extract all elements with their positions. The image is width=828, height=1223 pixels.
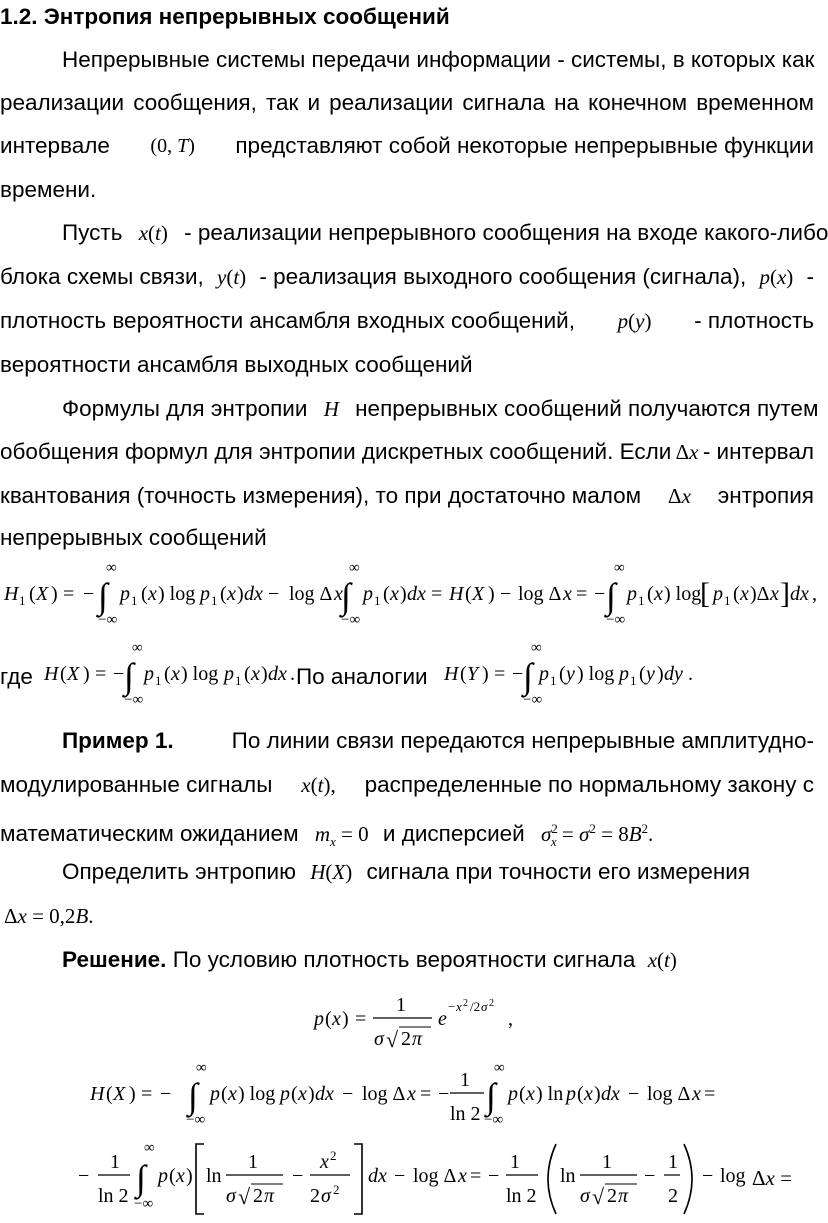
svg-text:]: ] [780, 577, 790, 610]
svg-text:log Δ: log Δ [518, 583, 562, 605]
svg-text:): ) [657, 663, 664, 685]
svg-text:∞: ∞ [132, 640, 143, 656]
text-quantization: квантования (точность измерения), то при достаточно малом [0, 483, 642, 508]
paragraph-2-line-2 [0, 264, 814, 290]
section-heading: 1.2. Энтропия непрерывных сообщений [0, 4, 450, 29]
text-density-input: плотность вероятности ансамбля входных сообщений, [0, 308, 575, 333]
svg-text:p: p [210, 1083, 220, 1105]
svg-text:x: x [654, 583, 663, 605]
svg-text:x: x [298, 1083, 307, 1105]
svg-text:∫: ∫ [136, 1158, 146, 1198]
example-line-3 [0, 816, 653, 855]
paragraph-2-line-4: вероятности ансамбля выходных сообщений [0, 352, 473, 377]
svg-text:p: p [224, 663, 234, 685]
svg-text:−: − [268, 583, 280, 605]
svg-text:p: p [200, 583, 210, 605]
svg-text:1: 1 [131, 593, 138, 608]
svg-text:): ) [129, 1083, 136, 1105]
text-let: Пусть [62, 220, 123, 245]
math-delta-x-2: Δx [668, 484, 691, 508]
svg-text:H: H [4, 583, 19, 605]
text-formulas: Формулы для энтропии [62, 396, 308, 421]
svg-text:=: = [420, 1083, 432, 1105]
svg-text:(: ( [325, 1008, 332, 1030]
svg-text:=: = [704, 1083, 716, 1105]
svg-text:dx: dx [315, 1083, 334, 1105]
svg-text:p: p [627, 583, 637, 605]
svg-text:1: 1 [155, 673, 162, 688]
svg-text:) ln: ) ln [536, 1083, 564, 1105]
svg-text:(: ( [60, 663, 67, 685]
svg-text:dx: dx [790, 583, 809, 605]
math-interval: (0, T) [150, 135, 195, 157]
svg-text:−: − [702, 1165, 714, 1187]
svg-text:): ) [482, 663, 489, 685]
svg-text:2: 2 [333, 1182, 340, 1197]
paragraph-1-line-3 [0, 133, 814, 159]
svg-text:ln: ln [206, 1165, 222, 1187]
svg-text:1: 1 [396, 994, 406, 1016]
svg-text:(: ( [141, 583, 148, 605]
svg-text:−: − [83, 583, 95, 605]
svg-text:(: ( [733, 583, 740, 605]
svg-text:=: = [95, 663, 107, 685]
svg-text:1: 1 [510, 1151, 520, 1173]
svg-text:−: − [394, 1165, 406, 1187]
svg-text:−∞: −∞ [484, 1112, 504, 1128]
svg-text:−: − [512, 663, 524, 685]
svg-text:−∞: −∞ [186, 1112, 206, 1128]
svg-text:ln 2: ln 2 [506, 1185, 537, 1207]
svg-text:.: . [290, 663, 295, 685]
svg-text:/2: /2 [470, 999, 481, 1014]
svg-text:) log: ) log [238, 1083, 276, 1105]
svg-text:X: X [67, 663, 80, 685]
example-line-4 [62, 859, 750, 885]
svg-text:−∞: −∞ [606, 612, 626, 628]
svg-text:x: x [584, 1083, 593, 1105]
svg-text:Y: Y [467, 663, 479, 685]
svg-text:∞: ∞ [531, 640, 542, 656]
svg-text:(: ( [169, 1165, 176, 1187]
svg-text:,: , [508, 1008, 513, 1030]
svg-text:1: 1 [248, 1151, 258, 1173]
svg-text:=: = [63, 583, 75, 605]
formula-h1 [0, 560, 816, 632]
svg-text:): ) [342, 1008, 349, 1030]
svg-text:−∞: −∞ [134, 1196, 154, 1212]
svg-text:p: p [280, 1083, 290, 1105]
svg-text:): ) [51, 583, 58, 605]
example-text-2a: модулированные сигналы [0, 772, 273, 797]
svg-text:x: x [227, 583, 236, 605]
text-generalization: обобщения формул для энтропии дискретных сообщений. Если [0, 439, 672, 464]
svg-text:p: p [566, 1083, 576, 1105]
svg-text:1: 1 [668, 1151, 678, 1173]
svg-text:): ) [488, 583, 495, 605]
svg-text:(: ( [106, 1083, 113, 1105]
svg-text:(: ( [465, 583, 472, 605]
example-line-2 [0, 772, 814, 798]
svg-text:): ) [261, 663, 268, 685]
math-p-y: p(y) [617, 309, 652, 333]
svg-text:p: p [713, 583, 723, 605]
svg-text:log Δ: log Δ [289, 583, 333, 605]
svg-text:1: 1 [602, 1151, 612, 1173]
paragraph-1-line-4: времени. [0, 177, 97, 202]
svg-text:x: x [458, 1165, 467, 1187]
svg-text:σ: σ [481, 999, 488, 1014]
text-continuous: непрерывных сообщений получаются путем [355, 396, 819, 421]
svg-text:√: √ [592, 1184, 605, 1209]
svg-text:=: = [576, 583, 588, 605]
svg-text:−: − [342, 1083, 354, 1105]
svg-text:) log: ) log [664, 583, 702, 605]
svg-text:dx: dx [407, 583, 426, 605]
svg-text:p: p [120, 583, 130, 605]
svg-text:σ: σ [374, 1028, 384, 1050]
svg-text:x: x [456, 999, 462, 1014]
svg-text:1: 1 [235, 673, 242, 688]
svg-text:(: ( [577, 1083, 584, 1105]
math-x-t-2: x(t), [301, 773, 336, 797]
svg-text:∫: ∫ [341, 576, 351, 616]
svg-text:−: − [448, 999, 456, 1014]
text-output: - реализация выходного сообщения (сигнала), [259, 264, 747, 289]
solution-text: По условию плотность вероятности сигнала [172, 947, 636, 972]
svg-text:1: 1 [211, 593, 218, 608]
svg-text:x: x [148, 583, 157, 605]
paragraph-1-line-2: реализации сообщения, так и реализации сигнала на конечном временном [0, 90, 814, 115]
svg-text:H: H [449, 583, 464, 605]
example-text-3a: математическим ожиданием [0, 821, 299, 846]
svg-text:1: 1 [550, 673, 557, 688]
svg-text:σ: σ [580, 1185, 590, 1207]
svg-text:1: 1 [630, 673, 637, 688]
svg-text:x: x [770, 583, 779, 605]
svg-text:H: H [444, 663, 459, 685]
paragraph-1-line-1: Непрерывные системы передачи информации - системы, в которых как [62, 47, 815, 72]
svg-text:x: x [176, 1165, 185, 1187]
svg-text:y: y [646, 663, 655, 685]
svg-text:1: 1 [460, 1069, 470, 1091]
svg-text:dx: dx [601, 1083, 620, 1105]
example-label: Пример 1. [62, 728, 174, 753]
svg-text:2: 2 [668, 1185, 678, 1207]
svg-text:): ) [308, 1083, 315, 1105]
svg-text:π: π [264, 1185, 275, 1207]
svg-text:(: ( [291, 1083, 298, 1105]
svg-text:x: x [320, 1151, 329, 1173]
svg-text:−: − [500, 583, 512, 605]
svg-text:=: = [494, 663, 506, 685]
svg-text:√: √ [386, 1027, 399, 1052]
svg-text:−: − [488, 1165, 500, 1187]
formula-last-line [70, 1138, 750, 1220]
svg-text:x: x [526, 1083, 535, 1105]
svg-text:e: e [438, 1008, 447, 1030]
svg-text:) log: ) log [181, 663, 219, 685]
svg-text:−: − [292, 1165, 304, 1187]
svg-text:π: π [412, 1028, 423, 1050]
formula-hx [40, 640, 340, 712]
svg-text:x: x [228, 1083, 237, 1105]
svg-text:x: x [407, 1083, 416, 1105]
svg-text:=: = [141, 1083, 153, 1105]
svg-text:X: X [472, 583, 485, 605]
svg-text:): ) [83, 663, 90, 685]
svg-text:)Δ: )Δ [750, 583, 770, 605]
svg-text:[: [ [700, 577, 710, 610]
svg-text:∫: ∫ [124, 656, 134, 696]
svg-text:(: ( [220, 583, 227, 605]
math-delta-x: Δx [675, 440, 699, 464]
svg-text:dx: dx [268, 663, 287, 685]
svg-text:√: √ [238, 1184, 251, 1209]
svg-text:ln: ln [560, 1165, 576, 1187]
svg-text:x: x [740, 583, 749, 605]
svg-text:=: = [355, 1008, 367, 1030]
formula-hy [440, 640, 740, 712]
paragraph-3-line-3 [0, 483, 814, 509]
svg-text:(: ( [164, 663, 171, 685]
svg-text:x: x [251, 663, 260, 685]
svg-text:∞: ∞ [144, 1140, 155, 1156]
text-block: блока схемы связи, [0, 264, 204, 289]
svg-text:(: ( [460, 663, 467, 685]
svg-text:x: x [692, 1083, 701, 1105]
svg-text:(: ( [519, 1083, 526, 1105]
paragraph-3-line-2 [0, 439, 814, 465]
text-density: - плотность [694, 308, 814, 333]
svg-text:∞: ∞ [349, 560, 360, 576]
svg-text:H: H [90, 1083, 105, 1105]
svg-text:x: x [332, 1008, 341, 1030]
svg-text:∫: ∫ [98, 576, 108, 616]
text-by-analogy: По аналогии [296, 664, 428, 689]
svg-text:y: y [566, 663, 575, 685]
svg-text:2: 2 [401, 1028, 411, 1050]
svg-text:(: ( [29, 583, 36, 605]
svg-text:dx: dx [244, 583, 263, 605]
svg-text:σ: σ [321, 1185, 331, 1207]
svg-text:): ) [237, 583, 244, 605]
svg-text:−∞: −∞ [523, 692, 543, 708]
svg-text:log Δ: log Δ [647, 1083, 691, 1105]
svg-text:−: − [644, 1165, 656, 1187]
svg-text:ln 2: ln 2 [450, 1103, 481, 1125]
svg-text:−: − [113, 663, 125, 685]
paragraph-3-line-4: непрерывных сообщений [0, 525, 267, 550]
svg-text:∫: ∫ [606, 576, 616, 616]
svg-text:p: p [363, 583, 373, 605]
svg-text:2: 2 [489, 998, 494, 1009]
example-text-1: По линии связи передаются непрерывные амплитудно- [231, 728, 814, 753]
svg-text:p: p [539, 663, 549, 685]
svg-text:(: ( [639, 663, 646, 685]
svg-text:−: − [628, 1083, 640, 1105]
formula-last-tail: Δx = [752, 1166, 792, 1190]
svg-text:ln 2: ln 2 [98, 1185, 129, 1207]
text-dash: - [806, 264, 814, 289]
formula-hx-gauss [80, 1058, 720, 1134]
svg-text:∫: ∫ [188, 1076, 198, 1116]
svg-text:X: X [36, 583, 49, 605]
text-realization: - реализации непрерывного сообщения на входе какого-либо [184, 220, 828, 245]
svg-text:p: p [508, 1083, 518, 1105]
paragraph-2-line-3 [0, 308, 814, 334]
math-y-t: y(t) [217, 265, 247, 289]
example-text-4a: Определить энтропию [62, 859, 296, 884]
svg-text:1: 1 [374, 593, 381, 608]
svg-text:2: 2 [463, 998, 468, 1009]
svg-text:−: − [594, 583, 606, 605]
svg-text:p: p [158, 1165, 168, 1187]
math-mx: $m_x = 0$ [314, 822, 369, 850]
svg-text:): ) [594, 1083, 601, 1105]
svg-text:−: − [438, 1083, 450, 1105]
svg-text:p: p [619, 663, 629, 685]
svg-text:x: x [171, 663, 180, 685]
svg-text:): ) [400, 583, 407, 605]
example-text-2b: распределенные по нормальному закону с [364, 772, 814, 797]
svg-text:p: p [314, 1008, 324, 1030]
svg-text:) log: ) log [158, 583, 196, 605]
svg-text:(: ( [647, 583, 654, 605]
svg-text:=: = [470, 1165, 482, 1187]
svg-text:log: log [720, 1165, 746, 1187]
example-text-3b: и дисперсией [382, 821, 525, 846]
svg-text:1: 1 [724, 593, 731, 608]
math-x-t: x(t) [138, 221, 168, 245]
svg-text:−∞: −∞ [124, 692, 144, 708]
solution-label: Решение. [62, 947, 167, 972]
math-p-x: p(x) [759, 265, 794, 289]
svg-text:) log: ) log [577, 663, 615, 685]
math-precision: Δx = 0,2B. [4, 904, 94, 928]
svg-text:log Δ: log Δ [362, 1083, 406, 1105]
solution-line [62, 947, 677, 973]
svg-text:=: = [431, 583, 443, 605]
svg-text:∞: ∞ [494, 1060, 505, 1076]
svg-text:,: , [812, 583, 817, 605]
svg-text:x: x [390, 583, 399, 605]
text-where: где [0, 664, 33, 689]
svg-text:X: X [113, 1083, 126, 1105]
math-variance: $\sigma^2_x = \sigma^2 = 8B^2$. [541, 821, 654, 850]
svg-text:(: ( [383, 583, 390, 605]
svg-text:dy: dy [664, 663, 683, 685]
svg-text:−: − [78, 1165, 90, 1187]
svg-text:1: 1 [19, 593, 26, 608]
svg-text:.: . [688, 663, 693, 685]
svg-text:−: − [160, 1083, 172, 1105]
svg-text:H: H [44, 663, 59, 685]
svg-text:dx: dx [368, 1165, 387, 1187]
text-represent: представляют собой некоторые непрерывные функции [235, 133, 814, 158]
example-line-1 [62, 728, 814, 754]
svg-text:x: x [563, 583, 572, 605]
paragraph-2-line-1 [62, 220, 828, 246]
svg-text:(: ( [221, 1083, 228, 1105]
svg-text:∞: ∞ [614, 560, 625, 576]
svg-text:2: 2 [310, 1185, 320, 1207]
svg-text:log Δ: log Δ [413, 1165, 457, 1187]
svg-text:2: 2 [330, 1148, 337, 1163]
example-text-4b: сигнала при точности его измерения [366, 859, 751, 884]
svg-text:∞: ∞ [196, 1060, 207, 1076]
text-entropy: энтропия [717, 483, 814, 508]
svg-text:1: 1 [638, 593, 645, 608]
math-x-t-3: x(t) [647, 948, 677, 972]
svg-text:): ) [186, 1165, 193, 1187]
math-H-X: H(X) [310, 860, 353, 884]
math-H: H [323, 397, 339, 421]
text-interval: интервале [0, 133, 110, 158]
svg-text:p: p [144, 663, 154, 685]
svg-text:1: 1 [110, 1151, 120, 1173]
svg-text:x: x [334, 583, 343, 605]
svg-text:∫: ∫ [523, 656, 533, 696]
svg-text:2: 2 [607, 1185, 617, 1207]
paragraph-3-line-1 [62, 396, 818, 422]
svg-text:π: π [618, 1185, 629, 1207]
svg-text:−∞: −∞ [341, 612, 361, 628]
svg-text:−∞: −∞ [98, 612, 118, 628]
svg-text:(: ( [244, 663, 251, 685]
text-interval-2: - интервал [702, 439, 814, 464]
svg-text:(: ( [559, 663, 566, 685]
svg-text:∞: ∞ [106, 560, 117, 576]
svg-text:σ: σ [226, 1185, 236, 1207]
svg-text:∫: ∫ [486, 1076, 496, 1116]
svg-text:2: 2 [253, 1185, 263, 1207]
formula-gauss [300, 985, 540, 1055]
